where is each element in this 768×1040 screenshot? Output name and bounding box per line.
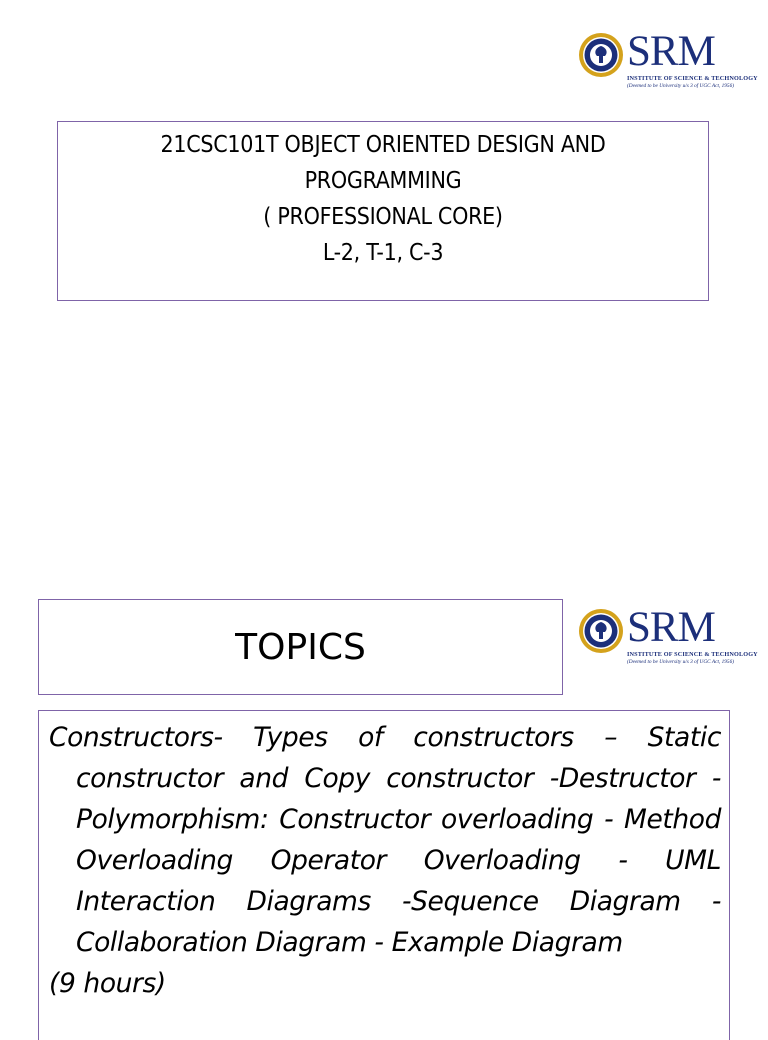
topics-heading: TOPICS xyxy=(235,626,366,668)
topics-body xyxy=(49,717,721,1004)
course-category: ( PROFESSIONAL CORE) xyxy=(263,204,503,230)
topics-heading-box xyxy=(38,599,563,695)
course-title-line-2: PROGRAMMING xyxy=(304,168,462,194)
institute-name: INSTITUTE OF SCIENCE & TECHNOLOGY xyxy=(627,75,758,82)
srm-seal-icon xyxy=(578,32,624,78)
course-title-line-1: 21CSC101T OBJECT ORIENTED DESIGN AND xyxy=(160,132,606,158)
institute-subtitle: (Deemed to be University u/s 3 of UGC Act, 1956) xyxy=(627,83,734,89)
brand-name: SRM xyxy=(627,28,715,75)
topics-list-text: Constructors- Types of constructors – Static constructor and Copy constructor -Destructor - Polymorphism: Constructor overloading - Method Overloading Operator Overloading - UML Interaction Diagrams -Sequence Diagram - Collaboration Diagram - Example Diagram xyxy=(49,722,721,958)
topics-content-box xyxy=(38,710,730,1040)
brand-name: SRM xyxy=(627,604,715,651)
institute-name: INSTITUTE OF SCIENCE & TECHNOLOGY xyxy=(627,651,758,658)
srm-logo xyxy=(578,28,758,89)
srm-seal-icon xyxy=(578,608,624,654)
srm-logo-secondary xyxy=(578,604,758,665)
institute-subtitle: (Deemed to be University u/s 3 of UGC Act, 1956) xyxy=(627,659,734,665)
topics-hours: (9 hours) xyxy=(49,968,166,999)
course-title-box xyxy=(57,121,709,301)
course-credits: L-2, T-1, C-3 xyxy=(322,240,444,266)
